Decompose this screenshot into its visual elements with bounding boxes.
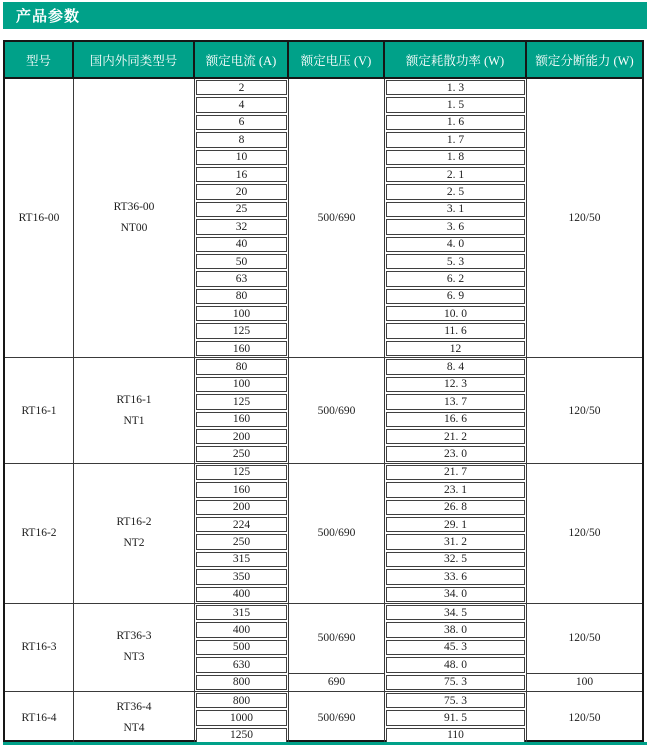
power-slot: [385, 322, 526, 339]
current-slot: [195, 322, 288, 339]
power-slot: [385, 79, 526, 96]
current-slot: [195, 201, 288, 218]
power-slot: [385, 411, 526, 428]
current-value-cell: 8: [196, 132, 287, 147]
current-value-cell: 80: [196, 359, 287, 374]
current-value-cell: 200: [196, 500, 287, 515]
current-value-cell: 50: [196, 254, 287, 269]
power-value-cell: 33. 6: [386, 569, 525, 584]
similar-models-cell: [74, 79, 195, 357]
power-value-cell: 3. 6: [386, 219, 525, 234]
current-slot: [195, 183, 288, 200]
power-value-cell: 48. 0: [386, 657, 525, 672]
current-value-cell: 100: [196, 306, 287, 321]
current-slot: [195, 149, 288, 166]
power-value-cell: 6. 9: [386, 289, 525, 304]
current-value-cell: 20: [196, 184, 287, 199]
current-slot: [195, 96, 288, 113]
current-slot: [195, 411, 288, 428]
power-value-cell: 75. 3: [386, 693, 525, 708]
current-slot: [195, 586, 288, 603]
column-header-rated-current: 额定电流 (A): [195, 42, 289, 77]
rated-power-column: [385, 464, 527, 603]
current-slot: [195, 340, 288, 357]
model-cell: [5, 79, 74, 357]
power-value-cell: 21. 7: [386, 465, 525, 480]
breaking-capacity-column: [527, 692, 642, 744]
power-slot: [385, 358, 526, 375]
similar-model-line: NT00: [120, 222, 148, 235]
rated-voltage-column: [289, 79, 385, 357]
current-slot: [195, 428, 288, 445]
similar-models-cell: [74, 464, 195, 603]
power-value-cell: 2. 1: [386, 167, 525, 182]
power-slot: [385, 499, 526, 516]
current-slot: [195, 533, 288, 550]
similar-models-cell: [74, 604, 195, 691]
power-value-cell: 10. 0: [386, 306, 525, 321]
breaking-capacity-column: [527, 358, 642, 462]
column-header-similar-models: 国内外同类型号: [74, 42, 195, 77]
rated-power-column: [385, 358, 527, 462]
current-value-cell: 6: [196, 115, 287, 130]
power-value-cell: 34. 0: [386, 587, 525, 602]
current-slot: [195, 445, 288, 462]
current-value-cell: 25: [196, 202, 287, 217]
current-value-cell: 32: [196, 219, 287, 234]
power-value-cell: 34. 5: [386, 605, 525, 620]
rated-voltage-column: [289, 464, 385, 603]
current-value-cell: 4: [196, 97, 287, 112]
current-value-cell: 500: [196, 640, 287, 655]
model-cell: [5, 692, 74, 744]
current-value-cell: 200: [196, 429, 287, 444]
column-header-rated-power-dissipation: 额定耗散功率 (W): [385, 42, 527, 77]
current-slot: [195, 270, 288, 287]
power-slot: [385, 270, 526, 287]
power-slot: [385, 604, 526, 621]
current-value-cell: 40: [196, 237, 287, 252]
power-slot: [385, 481, 526, 498]
power-slot: [385, 201, 526, 218]
model-value: RT16-00: [18, 212, 60, 225]
power-slot: [385, 253, 526, 270]
similar-model-line: RT36-00: [113, 201, 155, 214]
power-slot: [385, 568, 526, 585]
current-value-cell: 100: [196, 377, 287, 392]
column-header-rated-breaking-capacity: 额定分断能力 (W): [535, 53, 634, 68]
rated-current-column: [195, 79, 289, 357]
similar-model-line: NT4: [123, 722, 145, 735]
power-slot: [385, 96, 526, 113]
rated-current-column: [195, 692, 289, 744]
voltage-value-cell: 500/690: [289, 604, 384, 674]
power-value-cell: 31. 2: [386, 534, 525, 549]
section-RT16-00: [5, 79, 642, 357]
current-value-cell: 630: [196, 657, 287, 672]
breaking-value-cell: 120/50: [568, 212, 601, 225]
power-slot: [385, 551, 526, 568]
power-slot: [385, 464, 526, 481]
section-title-banner: [3, 2, 647, 29]
current-slot: [195, 516, 288, 533]
current-value-cell: 250: [196, 534, 287, 549]
power-value-cell: 26. 8: [386, 500, 525, 515]
current-slot: [195, 253, 288, 270]
power-slot: [385, 183, 526, 200]
power-value-cell: 45. 3: [386, 640, 525, 655]
power-value-cell: 2. 5: [386, 184, 525, 199]
power-value-cell: 1. 5: [386, 97, 525, 112]
current-value-cell: 160: [196, 341, 287, 356]
breaking-value-cell: 100: [575, 676, 594, 689]
current-slot: [195, 305, 288, 322]
power-value-cell: 110: [386, 728, 525, 743]
current-slot: [195, 393, 288, 410]
model-cell: [5, 358, 74, 462]
power-slot: [385, 393, 526, 410]
power-value-cell: 8. 4: [386, 359, 525, 374]
power-slot: [385, 166, 526, 183]
similar-model-line: RT36-3: [116, 630, 152, 643]
rated-current-column: [195, 604, 289, 691]
similar-model-line: RT16-1: [116, 393, 152, 406]
current-value-cell: 350: [196, 569, 287, 584]
power-slot: [385, 236, 526, 253]
power-value-cell: 38. 0: [386, 622, 525, 637]
section-RT16-2: [5, 463, 642, 603]
power-slot: [385, 305, 526, 322]
power-value-cell: 6. 2: [386, 271, 525, 286]
current-value-cell: 10: [196, 150, 287, 165]
power-slot: [385, 288, 526, 305]
breaking-value-cell: 120/50: [568, 527, 601, 540]
page-title: 产品参数: [16, 8, 81, 25]
voltage-value-cell: 500/690: [317, 404, 356, 417]
current-slot: [195, 218, 288, 235]
similar-model-line: NT2: [123, 537, 145, 550]
current-value-cell: 160: [196, 482, 287, 497]
current-value-cell: 250: [196, 446, 287, 461]
current-value-cell: 400: [196, 622, 287, 637]
model-value: RT16-3: [21, 641, 57, 654]
power-slot: [385, 656, 526, 673]
power-slot: [385, 621, 526, 638]
power-value-cell: 3. 1: [386, 202, 525, 217]
current-slot: [195, 568, 288, 585]
section-RT16-3: [5, 603, 642, 691]
product-parameters-table: [3, 40, 644, 742]
current-value-cell: 224: [196, 517, 287, 532]
rated-power-column: [385, 79, 527, 357]
breaking-capacity-column: [527, 464, 642, 603]
power-value-cell: 1. 6: [386, 115, 525, 130]
current-slot: [195, 236, 288, 253]
current-slot: [195, 288, 288, 305]
current-value-cell: 125: [196, 394, 287, 409]
current-slot: [195, 166, 288, 183]
power-slot: [385, 428, 526, 445]
table-body: [5, 79, 642, 744]
similar-model-line: RT16-2: [116, 516, 152, 529]
power-slot: [385, 639, 526, 656]
power-value-cell: 4. 0: [386, 237, 525, 252]
current-value-cell: 125: [196, 323, 287, 338]
rated-power-column: [385, 692, 527, 744]
model-value: RT16-4: [21, 712, 57, 725]
current-slot: [195, 358, 288, 375]
current-slot: [195, 604, 288, 621]
power-slot: [385, 586, 526, 603]
breaking-capacity-column: [527, 604, 642, 691]
power-value-cell: 29. 1: [386, 517, 525, 532]
current-value-cell: 16: [196, 167, 287, 182]
power-slot: [385, 376, 526, 393]
current-slot: [195, 464, 288, 481]
power-slot: [385, 533, 526, 550]
rated-voltage-column: [289, 604, 385, 691]
power-value-cell: 23. 0: [386, 446, 525, 461]
table-header-row: [5, 42, 642, 79]
current-slot: [195, 551, 288, 568]
current-slot: [195, 621, 288, 638]
similar-model-line: RT36-4: [116, 701, 152, 714]
current-value-cell: 160: [196, 412, 287, 427]
voltage-value-cell: 500/690: [317, 712, 356, 725]
current-slot: [195, 481, 288, 498]
voltage-value-cell: 500/690: [317, 527, 356, 540]
breaking-value-cell: 120/50: [568, 404, 601, 417]
section-RT16-4: [5, 691, 642, 744]
rated-voltage-column: [289, 358, 385, 462]
current-slot: [195, 692, 288, 709]
current-value-cell: 400: [196, 587, 287, 602]
model-cell: [5, 604, 74, 691]
column-header-model: 型号: [5, 42, 74, 77]
current-slot: [195, 674, 288, 691]
power-value-cell: 12: [386, 341, 525, 356]
current-slot: [195, 114, 288, 131]
power-slot: [385, 218, 526, 235]
power-slot: [385, 709, 526, 726]
current-value-cell: 63: [196, 271, 287, 286]
power-value-cell: 5. 3: [386, 254, 525, 269]
current-slot: [195, 639, 288, 656]
current-slot: [195, 131, 288, 148]
current-value-cell: 800: [196, 693, 287, 708]
current-slot: [195, 656, 288, 673]
power-value-cell: 13. 7: [386, 394, 525, 409]
current-slot: [195, 376, 288, 393]
rated-current-column: [195, 464, 289, 603]
power-slot: [385, 149, 526, 166]
power-slot: [385, 674, 526, 691]
power-slot: [385, 516, 526, 533]
current-slot: [195, 499, 288, 516]
rated-voltage-column: [289, 692, 385, 744]
current-value-cell: 315: [196, 605, 287, 620]
power-slot: [385, 131, 526, 148]
power-slot: [385, 445, 526, 462]
similar-models-cell: [74, 692, 195, 744]
power-slot: [385, 340, 526, 357]
model-cell: [5, 464, 74, 603]
current-value-cell: 1250: [196, 728, 287, 743]
power-value-cell: 16. 6: [386, 412, 525, 427]
power-value-cell: 1. 8: [386, 150, 525, 165]
similar-model-line: NT3: [123, 651, 145, 664]
voltage-value-cell: 500/690: [317, 212, 356, 225]
similar-model-line: NT1: [123, 414, 145, 427]
power-value-cell: 75. 3: [386, 675, 525, 690]
rated-power-column: [385, 604, 527, 691]
current-value-cell: 2: [196, 80, 287, 95]
current-value-cell: 315: [196, 552, 287, 567]
rated-current-column: [195, 358, 289, 462]
power-value-cell: 32. 5: [386, 552, 525, 567]
current-value-cell: 800: [196, 675, 287, 690]
power-value-cell: 12. 3: [386, 377, 525, 392]
power-value-cell: 21. 2: [386, 429, 525, 444]
current-value-cell: 125: [196, 465, 287, 480]
current-value-cell: 1000: [196, 710, 287, 725]
breaking-capacity-column: [527, 79, 642, 357]
breaking-value-cell: 120/50: [527, 604, 642, 674]
current-slot: [195, 709, 288, 726]
current-slot: [195, 79, 288, 96]
section-RT16-1: [5, 357, 642, 462]
power-slot: [385, 114, 526, 131]
model-value: RT16-1: [21, 404, 57, 417]
power-value-cell: 91. 5: [386, 710, 525, 725]
model-value: RT16-2: [21, 527, 57, 540]
power-value-cell: 1. 3: [386, 80, 525, 95]
breaking-value-cell: 120/50: [568, 712, 601, 725]
power-value-cell: 11. 6: [386, 323, 525, 338]
similar-models-cell: [74, 358, 195, 462]
current-value-cell: 80: [196, 289, 287, 304]
power-slot: [385, 692, 526, 709]
power-value-cell: 23. 1: [386, 482, 525, 497]
column-header-rated-voltage: 额定电压 (V): [289, 42, 385, 77]
voltage-value-cell: 690: [327, 676, 346, 689]
power-value-cell: 1. 7: [386, 132, 525, 147]
